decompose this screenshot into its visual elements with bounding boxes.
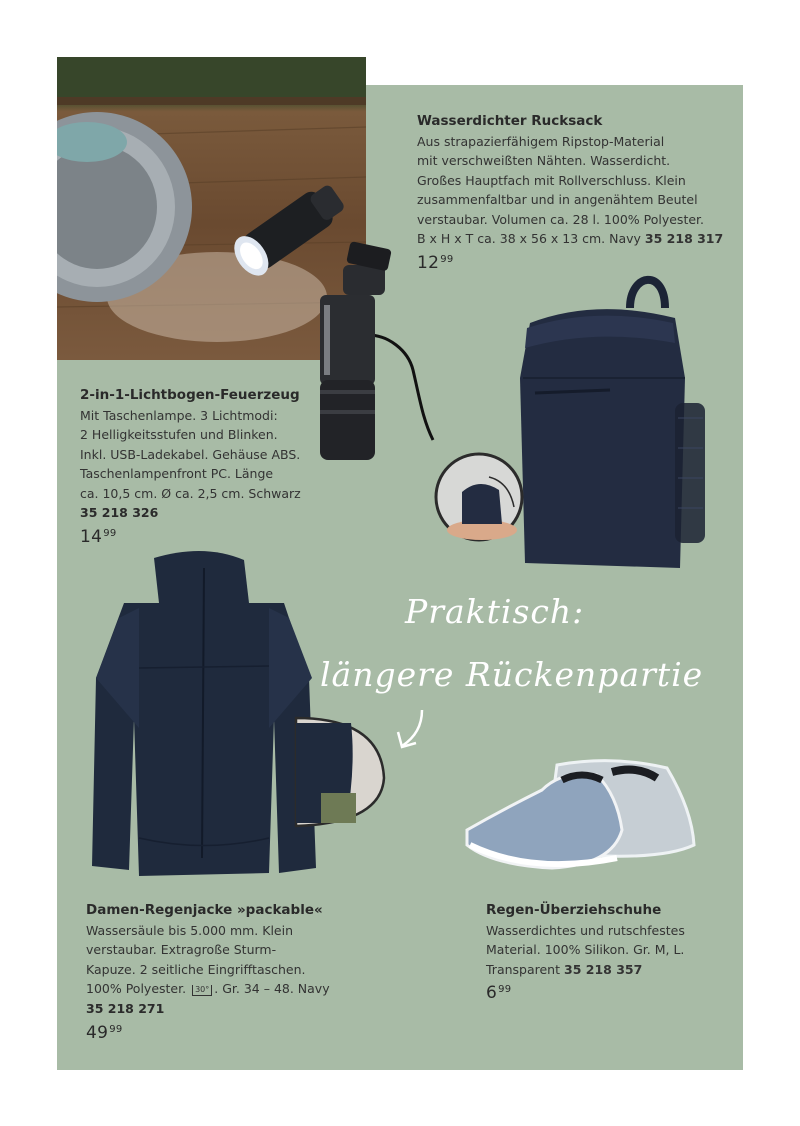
- shoes-price-cents: 99: [498, 984, 512, 995]
- jacket-line: Wassersäule bis 5.000 mm. Klein: [86, 922, 294, 938]
- rain-jacket-product-image: [84, 548, 324, 878]
- wash-care-icon: 30°: [192, 985, 212, 996]
- jacket-price-cents: 99: [109, 1024, 123, 1035]
- backpack-price: [417, 253, 454, 273]
- lighter-article-number: 35 218 326: [80, 505, 159, 520]
- script-headline-line2: längere Rückenpartie: [320, 655, 704, 694]
- backpack-line: B x H x T ca. 38 x 56 x 13 cm. Navy: [417, 231, 641, 246]
- backpack-line: mit verschweißten Nähten. Wasserdicht.: [417, 153, 671, 168]
- script-headline-line1: Praktisch:: [405, 592, 585, 631]
- backpack-price-cents: 99: [440, 254, 454, 265]
- shoes-line: Wasserdichtes und rutschfestes: [486, 922, 685, 938]
- jacket-size-color: . Gr. 34 – 48. Navy: [214, 981, 330, 996]
- backpack-price-main: 12: [417, 253, 440, 273]
- backpack-line: verstaubar. Volumen ca. 28 l. 100% Polyester.: [417, 211, 704, 227]
- lighter-price-main: 14: [80, 527, 103, 547]
- jacket-line: verstaubar. Extragroße Sturm-: [86, 942, 277, 957]
- lighter-line: 2 Helligkeitsstufen und Blinken.: [80, 427, 278, 442]
- backpack-line: zusammenfaltbar und in angenähtem Beutel: [417, 192, 698, 207]
- backpack-product-image: [505, 268, 715, 578]
- backpack-text-block: [417, 112, 737, 249]
- shoes-article-number: 35 218 357: [564, 961, 643, 977]
- curved-arrow-icon: [392, 708, 432, 753]
- lighter-text-block: [80, 386, 340, 523]
- rain-overshoes-product-image: [462, 750, 702, 890]
- jacket-price: [86, 1023, 123, 1043]
- backpack-line: Großes Hauptfach mit Rollverschluss. Klein: [417, 172, 686, 188]
- lighter-price-cents: 99: [103, 528, 117, 539]
- shoes-price: [486, 983, 511, 1003]
- jacket-back-detail-inset: [296, 718, 386, 828]
- jacket-price-main: 49: [86, 1023, 109, 1043]
- jacket-line: Kapuze. 2 seitliche Eingrifftaschen.: [86, 961, 306, 977]
- shoes-title: Regen-Überziehschuhe: [486, 902, 662, 918]
- packed-bag-inset-image: [434, 452, 524, 542]
- backpack-title: Wasserdichter Rucksack: [417, 113, 603, 129]
- lighter-line: Mit Taschenlampe. 3 Lichtmodi:: [80, 407, 278, 423]
- shoes-text-block: [486, 901, 736, 979]
- shoes-line: Transparent: [486, 961, 561, 977]
- shoes-line: Material. 100% Silikon. Gr. M, L.: [486, 942, 685, 957]
- jacket-article-number: 35 218 271: [86, 1000, 165, 1016]
- backpack-line: Aus strapazierfähigem Ripstop-Material: [417, 133, 665, 149]
- lighter-line: ca. 10,5 cm. Ø ca. 2,5 cm. Schwarz: [80, 485, 301, 501]
- jacket-line: 100% Polyester.: [86, 981, 187, 996]
- backpack-article-number: 35 218 317: [644, 231, 724, 246]
- lighter-line: Inkl. USB-Ladekabel. Gehäuse ABS.: [80, 446, 301, 462]
- jacket-text-block: [86, 901, 386, 1018]
- lighter-title: 2-in-1-Lichtbogen-Feuerzeug: [80, 387, 300, 403]
- lighter-price: [80, 527, 117, 547]
- shoes-price-main: 6: [486, 983, 498, 1003]
- lighter-line: Taschenlampenfront PC. Länge: [80, 466, 274, 481]
- jacket-title: Damen-Regenjacke »packable«: [86, 902, 323, 918]
